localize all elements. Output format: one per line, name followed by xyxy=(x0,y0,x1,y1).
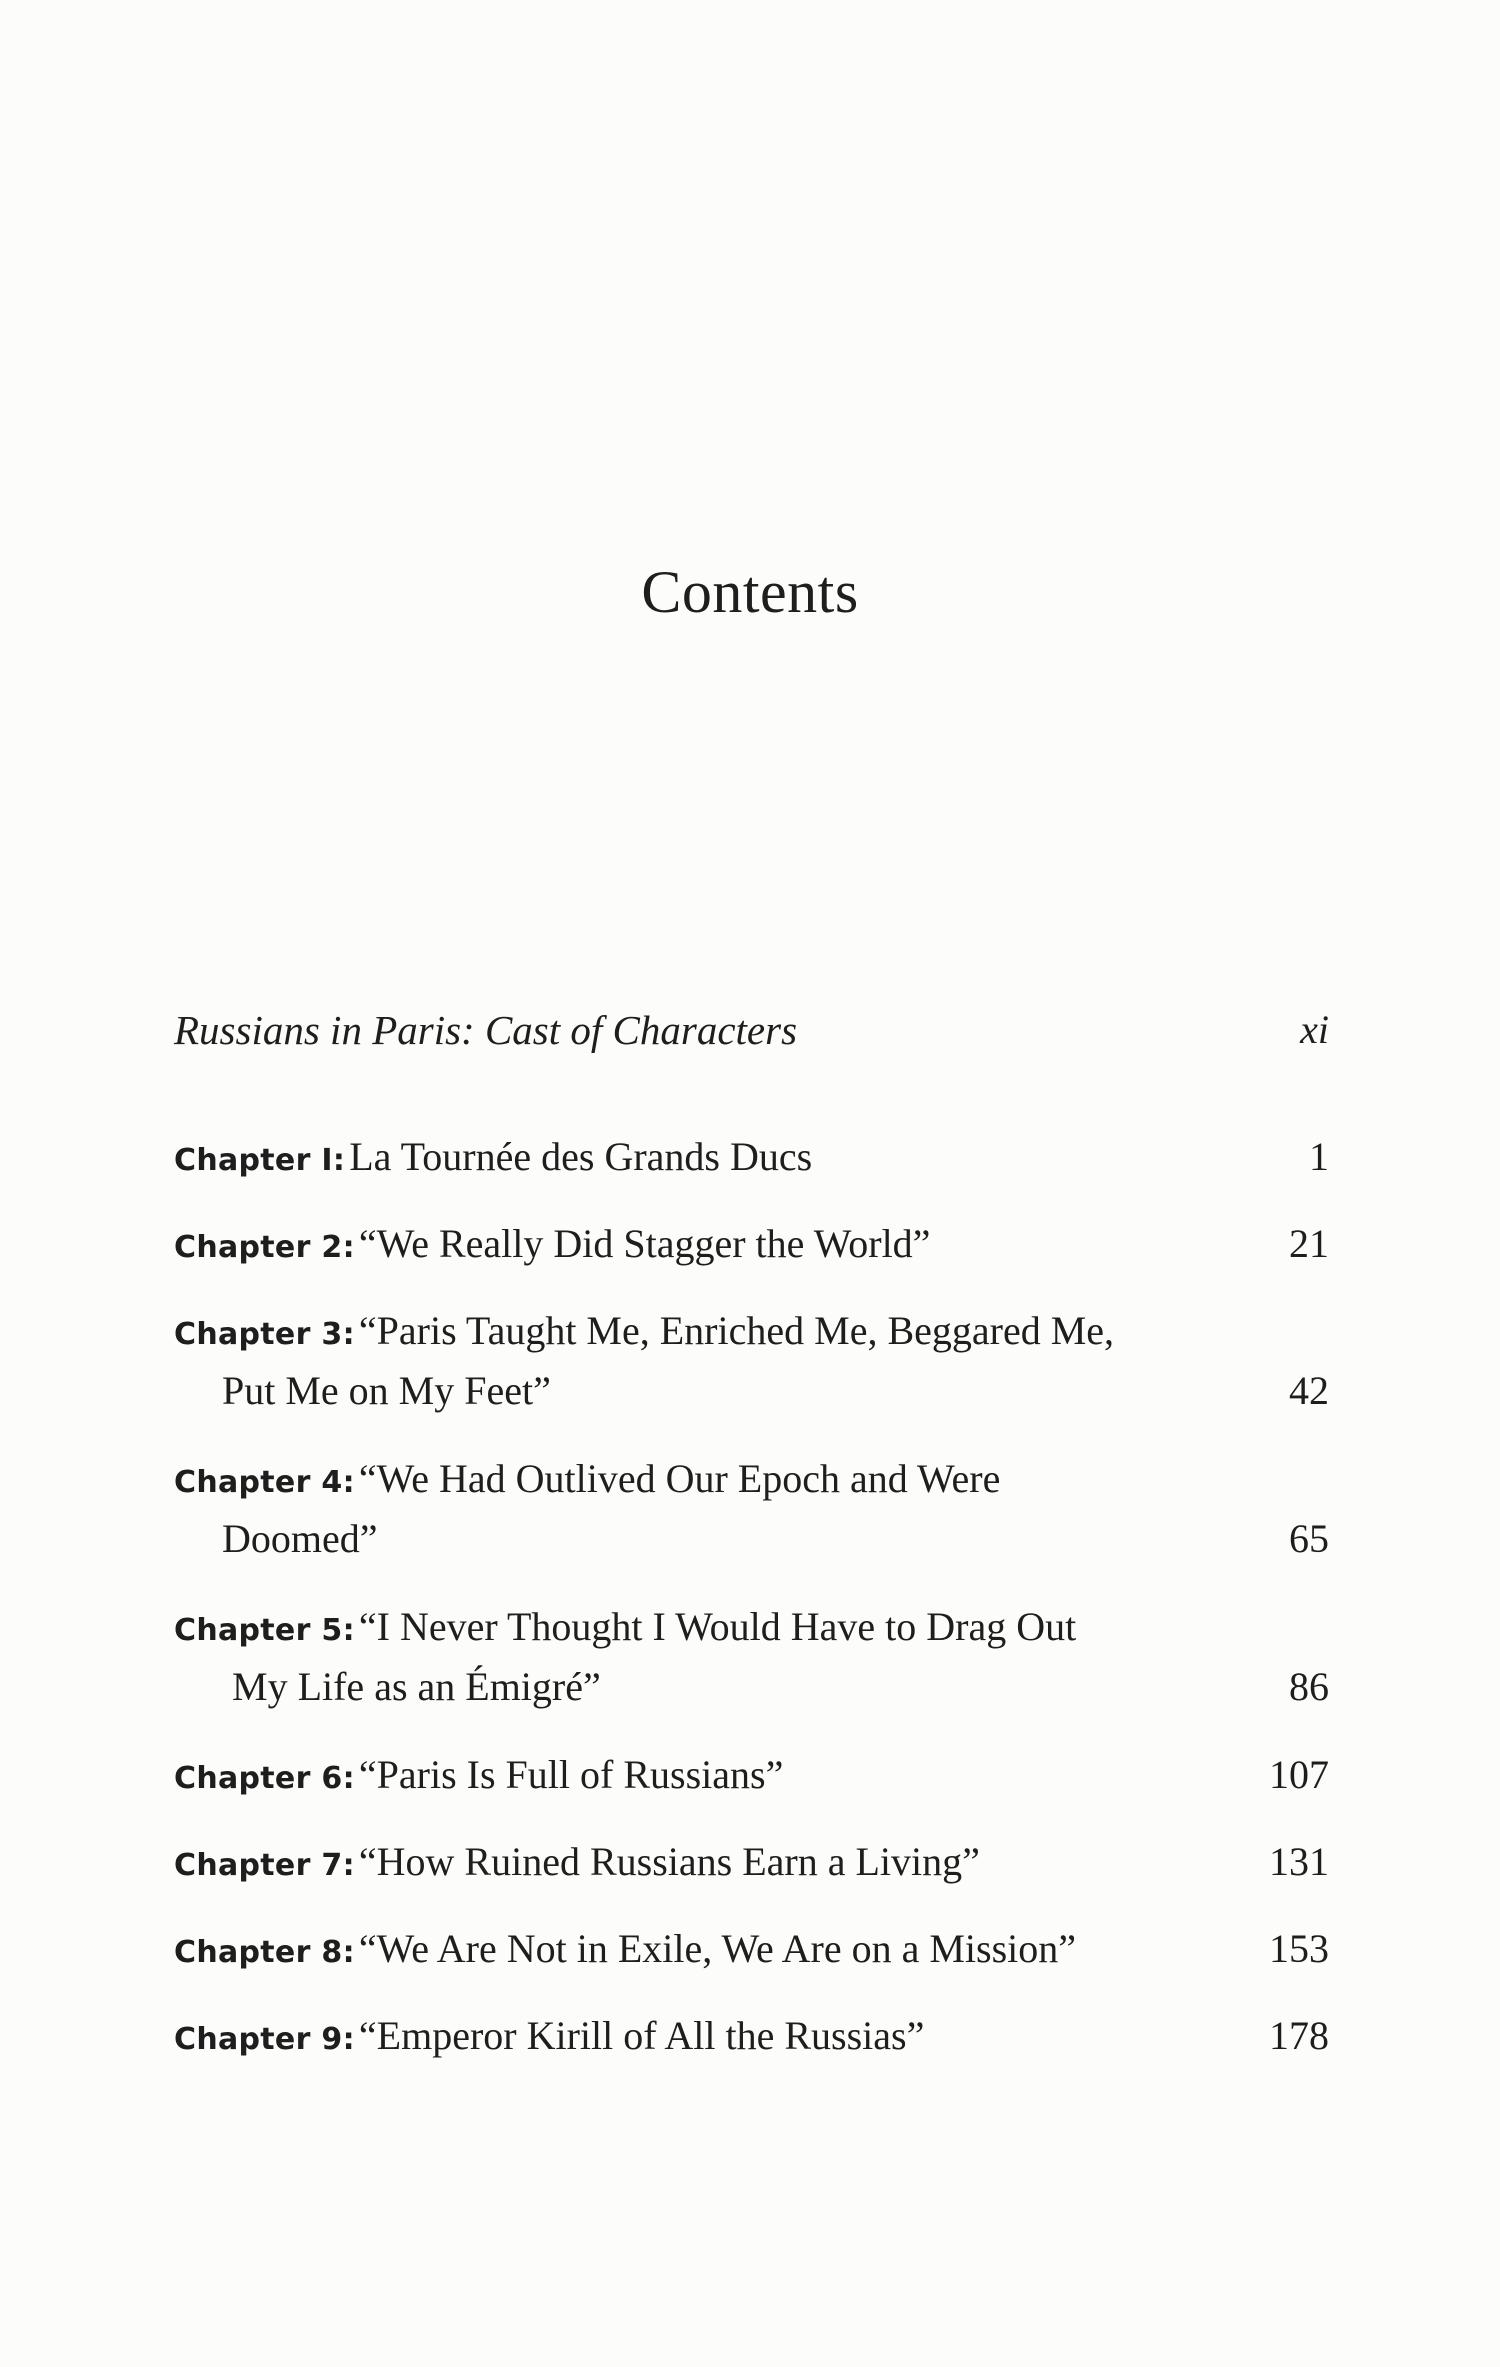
toc-entry-chapter-5 xyxy=(174,1597,1329,1717)
chapter-title: La Tournée des Grands Ducs xyxy=(349,1134,813,1179)
chapter-title: “We Really Did Stagger the World” xyxy=(358,1221,931,1266)
chapter-title-line-2: Put Me on My Feet” xyxy=(222,1368,551,1413)
chapter-label: Chapter 6: xyxy=(174,1761,355,1796)
toc-entry-chapter-7 xyxy=(174,1832,1329,1892)
chapter-title: “Paris Is Full of Russians” xyxy=(358,1752,784,1797)
chapter-label: Chapter I: xyxy=(174,1143,346,1178)
chapter-label: Chapter 9: xyxy=(174,2022,355,2057)
toc-entry-front-matter xyxy=(174,1000,1329,1060)
chapter-title-line-2: My Life as an Émigré” xyxy=(232,1664,601,1709)
chapter-title-line-1: “We Had Outlived Our Epoch and Were xyxy=(358,1456,1001,1501)
chapter-label: Chapter 3: xyxy=(174,1317,355,1352)
chapter-label: Chapter 5: xyxy=(174,1613,355,1648)
chapter-title: “How Ruined Russians Earn a Living” xyxy=(358,1839,980,1884)
toc-entry-chapter-8 xyxy=(174,1919,1329,1979)
chapter-title-line-2: Doomed” xyxy=(222,1516,378,1561)
page-number: 153 xyxy=(1269,1926,1329,1971)
chapter-title-line-1: “Paris Taught Me, Enriched Me, Beggared Me, xyxy=(358,1308,1115,1353)
toc-entry-chapter-9 xyxy=(174,2006,1329,2066)
toc-entry-chapter-6 xyxy=(174,1745,1329,1805)
page-number: 42 xyxy=(1289,1368,1329,1413)
front-matter-title: Russians in Paris: Cast of Characters xyxy=(174,1007,798,1053)
page-number: xi xyxy=(1300,1007,1329,1052)
toc-entry-chapter-3 xyxy=(174,1301,1329,1421)
page-number: 1 xyxy=(1309,1134,1329,1179)
page-number: 107 xyxy=(1269,1752,1329,1797)
page-number: 178 xyxy=(1269,2013,1329,2058)
page-number: 21 xyxy=(1289,1221,1329,1266)
toc-entry-chapter-4 xyxy=(174,1449,1329,1569)
page-number: 86 xyxy=(1289,1664,1329,1709)
chapter-title: “We Are Not in Exile, We Are on a Mission” xyxy=(358,1926,1076,1971)
chapter-title: “Emperor Kirill of All the Russias” xyxy=(358,2013,925,2058)
toc-entry-chapter-2 xyxy=(174,1214,1329,1274)
chapter-label: Chapter 2: xyxy=(174,1230,355,1265)
page-number: 131 xyxy=(1269,1839,1329,1884)
toc-entry-chapter-1 xyxy=(174,1127,1329,1187)
chapter-label: Chapter 8: xyxy=(174,1935,355,1970)
page-number: 65 xyxy=(1289,1516,1329,1561)
chapter-title-line-1: “I Never Thought I Would Have to Drag Out xyxy=(358,1604,1077,1649)
chapter-label: Chapter 7: xyxy=(174,1848,355,1883)
page-title: Contents xyxy=(641,559,859,625)
chapter-label: Chapter 4: xyxy=(174,1465,355,1500)
